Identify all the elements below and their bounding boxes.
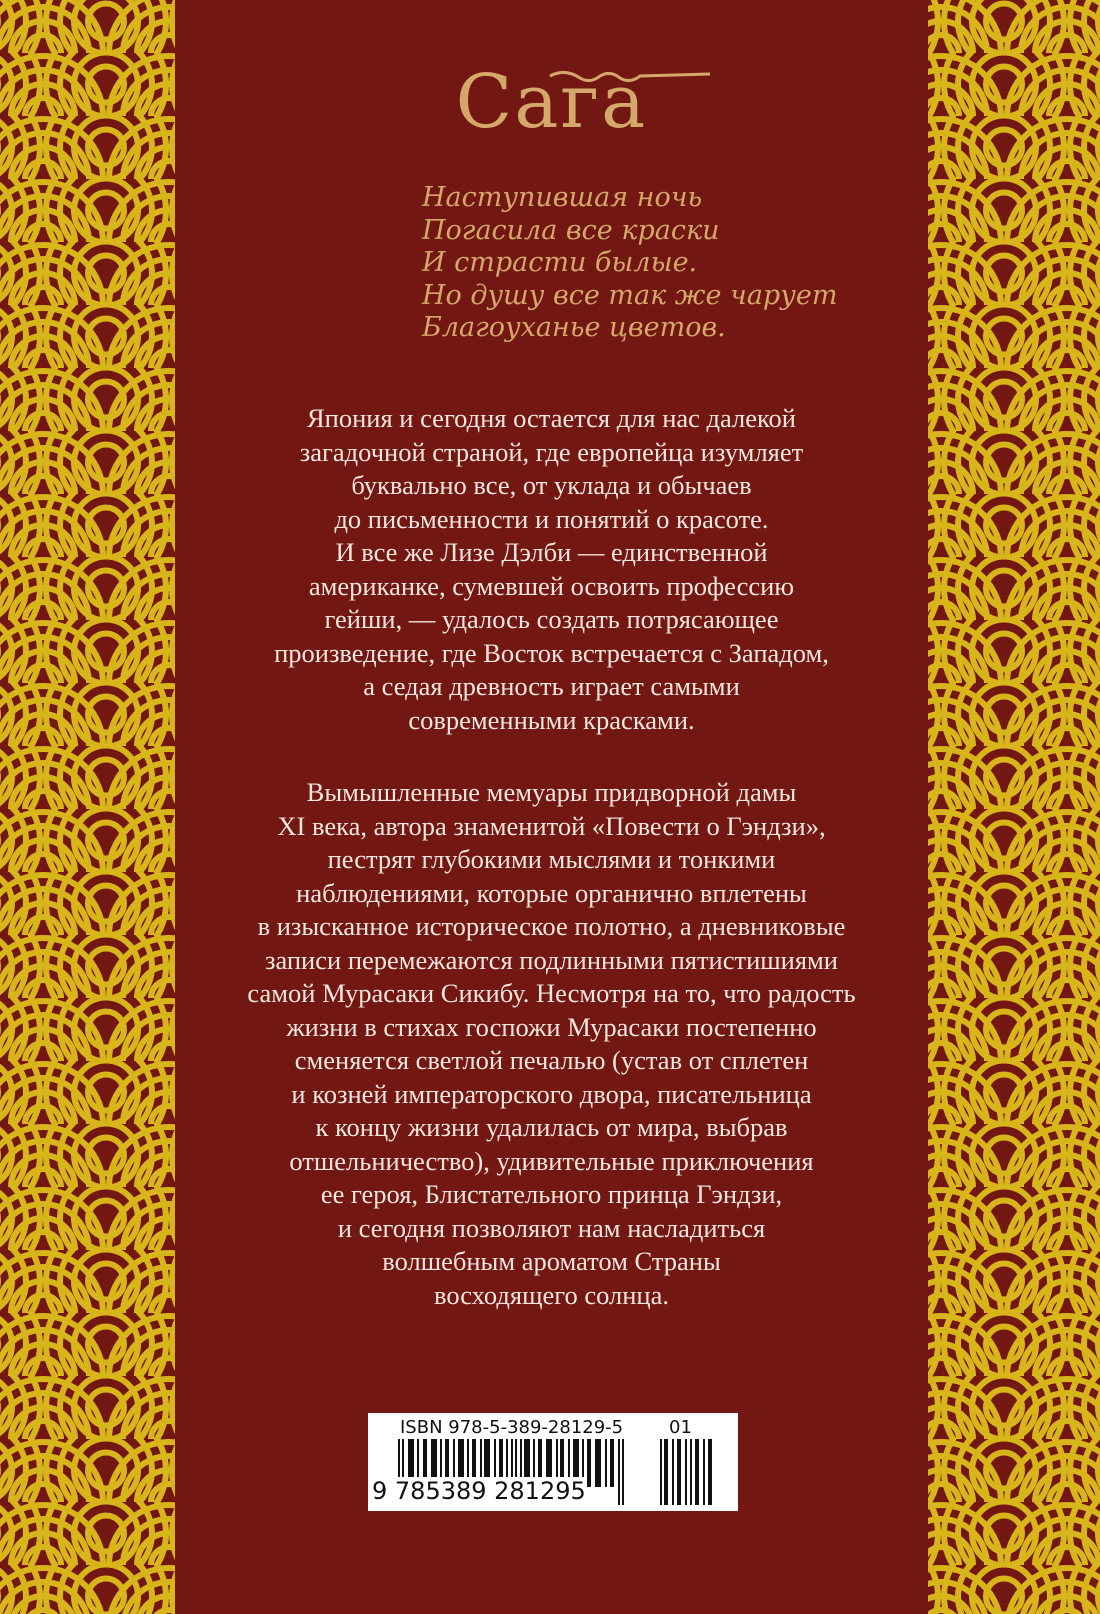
- right-wave-pattern-panel: [928, 0, 1100, 1614]
- center-content-column: [175, 0, 928, 1614]
- text-line: Вымышленные мемуары придворной дамы: [306, 777, 797, 807]
- text-line: американке, сумевшей освоить профессию: [308, 570, 795, 601]
- ean-digits-text: 9 785389 281295: [372, 1477, 586, 1505]
- text-line: жизни в стихах госпожи Мурасаки постепенно: [286, 1011, 817, 1042]
- poem-line: Погасила все краски: [422, 214, 720, 246]
- poem-line: Но душу все так же чарует: [422, 279, 838, 311]
- seigaiha-pattern-icon: [928, 0, 1100, 1614]
- text-line: наблюдениями, которые органично вплетены: [296, 877, 807, 908]
- text-line: самой Мурасаки Сикибу. Несмотря на то, что радость: [247, 978, 856, 1008]
- isbn-label: ISBN 978-5-389-28129-5: [400, 1417, 624, 1438]
- annotation-paragraph-1: [175, 402, 928, 737]
- text-line: буквально все, от уклада и обычаев: [351, 470, 752, 500]
- text-line: пестрят глубокими мыслями и тонкими: [327, 844, 776, 874]
- seigaiha-pattern-icon: [0, 0, 175, 1614]
- series-logo: Сага: [455, 59, 648, 145]
- poem-line: И страсти былые.: [422, 247, 698, 278]
- text-line: а седая древность играет самыми: [363, 671, 740, 701]
- text-line: XI века, автора знаменитой «Повести о Гэндзи»,: [277, 810, 826, 841]
- left-wave-pattern-panel: [0, 0, 175, 1614]
- text-line: и сегодня позволяют нам насладиться: [337, 1212, 766, 1243]
- text-line: сменяется светлой печалью (устав от сплетен: [294, 1045, 809, 1075]
- annotation-paragraph-2: [175, 776, 928, 1312]
- text-line: до письменности и понятий о красоте.: [334, 503, 769, 534]
- poem-line: Наступившая ночь: [422, 182, 703, 213]
- text-line: и козней императорского двора, писательница: [291, 1078, 812, 1109]
- text-line: современными красками.: [408, 704, 695, 735]
- epigraph-poem: [422, 182, 838, 345]
- text-line: произведение, где Восток встречается с Западом,: [274, 637, 829, 668]
- text-line: Япония и сегодня остается для нас далекой: [307, 403, 796, 433]
- text-line: записи перемежаются подлинными пятистишиями: [265, 944, 838, 975]
- text-line: волшебным ароматом Страны: [382, 1246, 721, 1276]
- poem-line: Благоуханье цветов.: [422, 312, 726, 343]
- text-line: отшельничество), удивительные приключения: [289, 1145, 814, 1176]
- text-line: восходящего солнца.: [434, 1279, 669, 1310]
- text-line: в изысканное историческое полотно, а дневниковые: [257, 911, 846, 941]
- barcode-addon: 01: [669, 1417, 692, 1438]
- text-line: ее героя, Блистательного принца Гэндзи,: [320, 1179, 783, 1209]
- text-line: И все же Лизе Дэлби — единственной: [335, 537, 768, 567]
- text-line: к концу жизни удалилась от мира, выбрав: [315, 1112, 788, 1142]
- text-line: загадочной страной, где европейца изумляет: [299, 436, 804, 467]
- isbn-barcode: [368, 1413, 738, 1511]
- text-line: гейши, — удалось создать потрясающее: [324, 604, 779, 634]
- ean-number: [372, 1477, 586, 1505]
